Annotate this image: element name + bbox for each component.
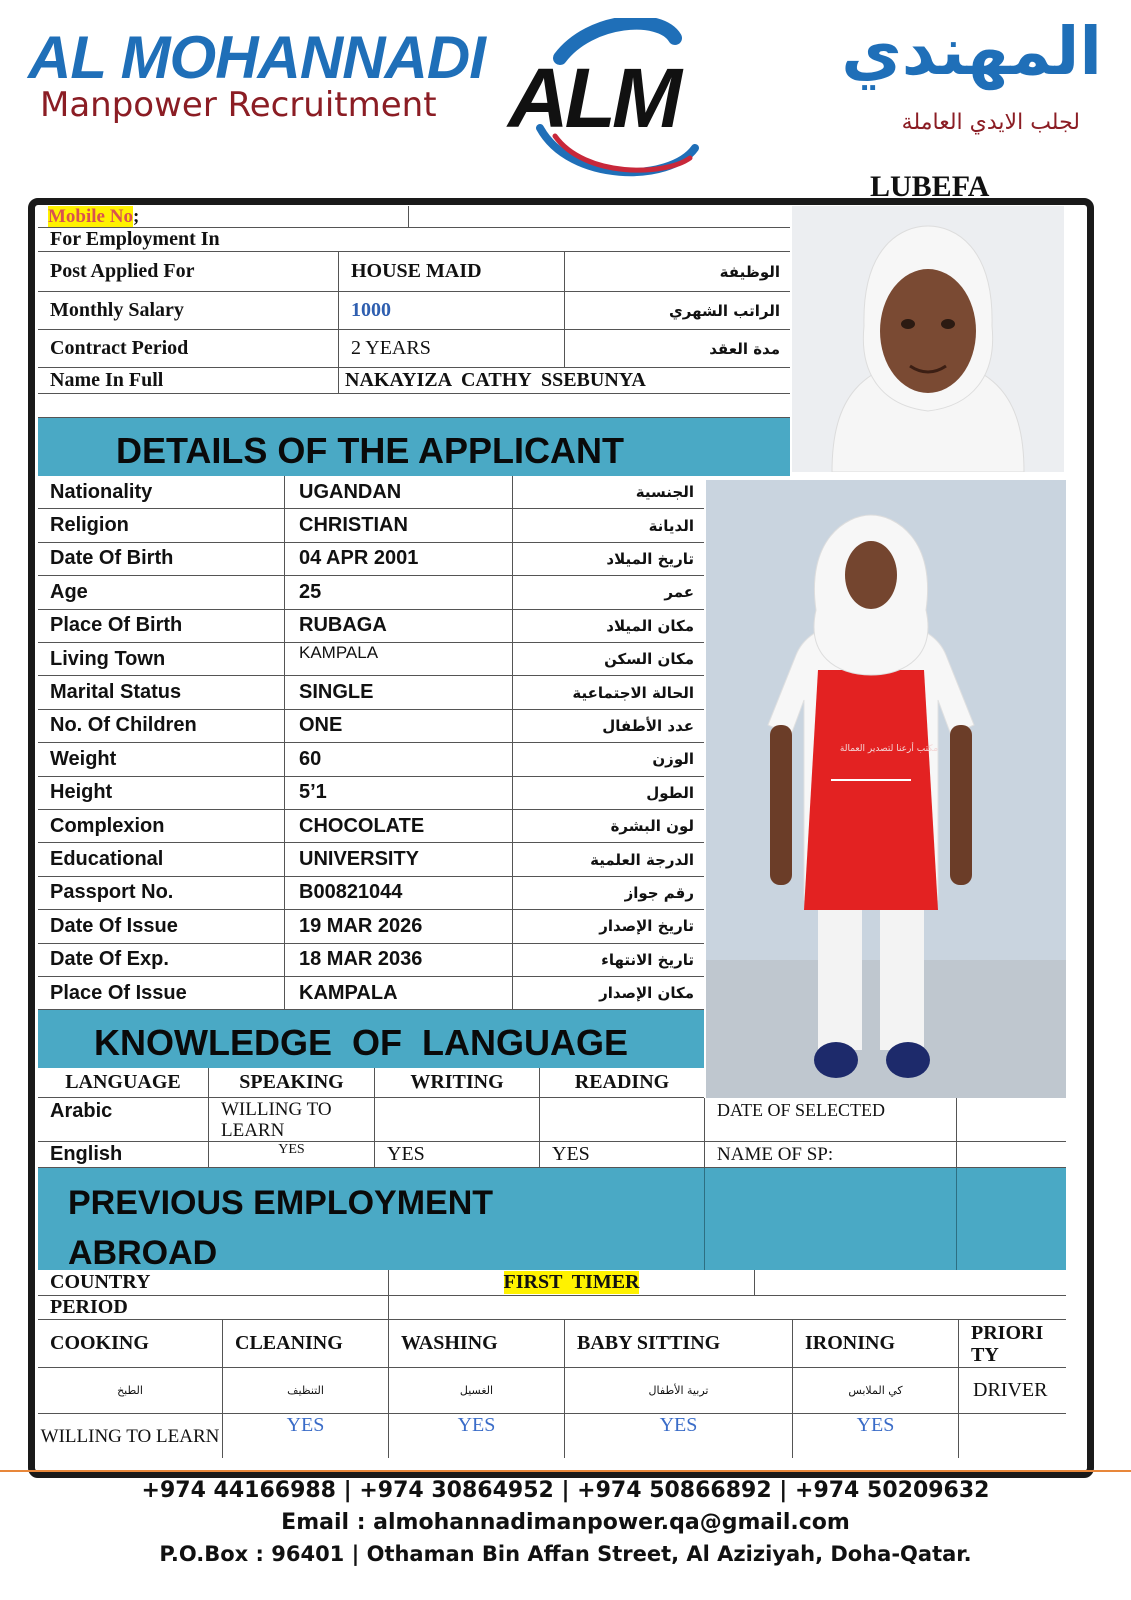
details-value: 19 MAR 2026	[284, 910, 512, 942]
details-banner	[38, 418, 790, 476]
details-value: 18 MAR 2036	[284, 944, 512, 976]
post-label: Post Applied For	[50, 260, 195, 282]
details-row	[38, 810, 704, 843]
footer-email: Email : almohannadimanpower.qa@gmail.com	[281, 1510, 850, 1535]
salary-arabic: الراتب الشهري	[564, 292, 790, 329]
details-arabic-label: عمر	[512, 576, 704, 608]
alm-logo-text: ALM	[508, 51, 678, 145]
lang-arabic-name: Arabic	[50, 1100, 113, 1122]
skills-arabic-row	[38, 1368, 1066, 1414]
employment-title-line1: PREVIOUS EMPLOYMENT	[68, 1184, 494, 1222]
skill-ar-cleaning: التنظيف	[222, 1368, 388, 1413]
skill-header-priority: PRIORI TY	[958, 1320, 1066, 1367]
skill-value-cleaning: YES	[222, 1414, 388, 1458]
skill-ar-baby-sitting: تربية الأطفال	[564, 1368, 792, 1413]
lang-header-speaking: SPEAKING	[208, 1068, 374, 1097]
details-label: Date Of Exp.	[50, 948, 169, 971]
details-arabic-label: الوزن	[512, 743, 704, 775]
country-value: FIRST TIMER	[503, 1271, 640, 1293]
details-label: Marital Status	[50, 681, 182, 704]
details-row	[38, 910, 704, 943]
details-title: DETAILS OF THE APPLICANT	[116, 430, 624, 471]
details-value: KAMPALA	[284, 977, 512, 1009]
details-label: Age	[50, 580, 88, 603]
details-value: UNIVERSITY	[284, 843, 512, 875]
details-row	[38, 576, 704, 609]
details-label: Living Town	[50, 647, 166, 670]
employment-title-line2: ABROAD	[68, 1234, 218, 1272]
details-label: Complexion	[50, 814, 165, 837]
details-value: B00821044	[284, 877, 512, 909]
employment-in-row	[38, 228, 790, 252]
details-label: Educational	[50, 848, 164, 871]
details-label: Date Of Birth	[50, 547, 174, 570]
employment-in-label: For Employment In	[50, 228, 220, 250]
logo-english-title: AL MOHANNADI	[28, 24, 485, 91]
details-row	[38, 944, 704, 977]
lang-header-reading: READING	[539, 1068, 704, 1097]
details-arabic-label: الديانة	[512, 509, 704, 541]
period-row	[38, 1296, 1066, 1320]
priority-value: DRIVER	[958, 1368, 1066, 1413]
details-row	[38, 743, 704, 776]
skill-ar-ironing: كي الملابس	[792, 1368, 958, 1413]
lang-english-name: English	[50, 1143, 123, 1165]
mobile-suffix: ;	[132, 206, 140, 227]
language-title: KNOWLEDGE OF LANGUAGE	[94, 1022, 628, 1063]
details-row	[38, 509, 704, 542]
details-arabic-label: الجنسية	[512, 476, 704, 508]
footer-address: P.O.Box : 96401 | Othaman Bin Affan Street, Al Aziziyah, Doha-Qatar.	[159, 1542, 972, 1566]
lang-arabic-writing	[374, 1098, 539, 1141]
language-arabic-row	[38, 1098, 1066, 1142]
details-value: ONE	[284, 710, 512, 742]
details-label: No. Of Children	[50, 714, 197, 737]
skill-header-ironing: IRONING	[792, 1320, 958, 1367]
details-arabic-label: مكان السكن	[512, 643, 704, 675]
lang-english-reading: YES	[539, 1142, 704, 1167]
details-row	[38, 777, 704, 810]
details-arabic-label: تاريخ الميلاد	[512, 543, 704, 575]
details-arabic-label: تاريخ الانتهاء	[512, 944, 704, 976]
logo-arabic-title: المهندي	[841, 13, 1102, 90]
details-value: 04 APR 2001	[284, 543, 512, 575]
footer-divider	[0, 1470, 1131, 1472]
details-row	[38, 843, 704, 876]
language-banner	[38, 1010, 704, 1068]
employment-banner	[38, 1168, 1066, 1270]
applicant-code-name: LUBEFA	[870, 170, 990, 203]
name-label: Name In Full	[50, 369, 164, 391]
details-arabic-label: مكان الميلاد	[512, 610, 704, 642]
post-arabic: الوظيفة	[564, 252, 790, 291]
full-body-photo	[706, 480, 1066, 1098]
details-label: Passport No.	[50, 881, 174, 904]
details-row	[38, 610, 704, 643]
skill-header-cooking: COOKING	[50, 1332, 149, 1354]
lang-header-language: LANGUAGE	[65, 1071, 181, 1093]
details-row	[38, 877, 704, 910]
details-value: UGANDAN	[284, 476, 512, 508]
date-selected-label: DATE OF SELECTED	[704, 1098, 956, 1141]
details-row	[38, 643, 704, 676]
details-value: 5’1	[284, 777, 512, 809]
details-value: KAMPALA	[284, 643, 512, 675]
blank-row	[38, 394, 790, 418]
details-arabic-label: تاريخ الإصدار	[512, 910, 704, 942]
details-arabic-label: الطول	[512, 777, 704, 809]
details-value: RUBAGA	[284, 610, 512, 642]
details-row	[38, 977, 704, 1010]
salary-value: 1000	[338, 292, 564, 329]
language-english-row	[38, 1142, 1066, 1168]
apron-text: مكتب أرعنا لتصدير العمالة	[839, 744, 939, 754]
details-label: Religion	[50, 514, 129, 537]
mobile-value	[408, 206, 790, 227]
lang-arabic-speaking: WILLING TO LEARN	[208, 1098, 374, 1141]
name-row	[38, 368, 790, 394]
skill-ar-cooking: الطبخ	[117, 1384, 143, 1397]
details-row	[38, 476, 704, 509]
details-label: Nationality	[50, 480, 153, 503]
full-body-illustration	[706, 480, 1066, 1098]
skill-value-washing: YES	[388, 1414, 564, 1458]
details-arabic-label: عدد الأطفال	[512, 710, 704, 742]
skill-header-cleaning: CLEANING	[222, 1320, 388, 1367]
country-row	[38, 1270, 1066, 1296]
details-arabic-label: رقم جواز	[512, 877, 704, 909]
skill-header-washing: WASHING	[388, 1320, 564, 1367]
lang-arabic-reading	[539, 1098, 704, 1141]
language-header-row	[38, 1068, 704, 1098]
skill-value-baby-sitting: YES	[564, 1414, 792, 1458]
lang-english-speaking: YES	[208, 1142, 374, 1167]
salary-row	[38, 292, 790, 330]
details-arabic-label: الدرجة العلمية	[512, 843, 704, 875]
date-selected-value	[956, 1098, 1066, 1141]
contract-row	[38, 330, 790, 368]
lang-header-writing: WRITING	[374, 1068, 539, 1097]
details-arabic-label: لون البشرة	[512, 810, 704, 842]
details-arabic-label: مكان الإصدار	[512, 977, 704, 1009]
details-value: CHRISTIAN	[284, 509, 512, 541]
details-value: 60	[284, 743, 512, 775]
skill-header-baby-sitting: BABY SITTING	[564, 1320, 792, 1367]
mobile-label: Mobile No	[48, 206, 133, 227]
name-sp-value	[956, 1142, 1066, 1167]
details-label: Date Of Issue	[50, 914, 178, 937]
details-label: Place Of Birth	[50, 614, 183, 637]
details-label: Place Of Issue	[50, 981, 187, 1004]
logo-arabic-subtitle: لجلب الايدي العاملة	[901, 110, 1080, 135]
logo-english-subtitle: Manpower Recruitment	[40, 85, 437, 125]
country-label: COUNTRY	[50, 1271, 151, 1293]
portrait-illustration	[792, 206, 1064, 472]
skill-value-ironing: YES	[792, 1414, 958, 1458]
details-row	[38, 710, 704, 743]
contract-label: Contract Period	[50, 337, 189, 359]
period-label: PERIOD	[50, 1296, 128, 1318]
details-row	[38, 543, 704, 576]
details-row	[38, 676, 704, 709]
contract-arabic: مدة العقد	[564, 330, 790, 367]
contract-value: 2 YEARS	[338, 330, 564, 367]
skills-values-row	[38, 1414, 1066, 1458]
name-sp-label: NAME OF SP:	[704, 1142, 956, 1167]
name-value: NAKAYIZA CATHY SSEBUNYA	[338, 368, 790, 393]
skill-value-priority	[958, 1414, 1066, 1458]
details-value: CHOCOLATE	[284, 810, 512, 842]
mobile-row	[38, 206, 790, 228]
skill-ar-washing: الغسيل	[388, 1368, 564, 1413]
period-value	[388, 1296, 754, 1319]
details-label: Weight	[50, 747, 117, 770]
portrait-photo	[792, 206, 1064, 472]
lang-english-writing: YES	[374, 1142, 539, 1167]
skills-header-row	[38, 1320, 1066, 1368]
details-label: Height	[50, 781, 113, 804]
salary-label: Monthly Salary	[50, 299, 184, 321]
details-arabic-label: الحالة الاجتماعية	[512, 676, 704, 708]
skill-value-cooking: WILLING TO LEARN	[40, 1425, 220, 1447]
details-value: 25	[284, 576, 512, 608]
footer-phones: +974 44166988 | +974 30864952 | +974 50866892 | +974 50209632	[141, 1478, 990, 1503]
post-value: HOUSE MAID	[338, 252, 564, 291]
details-value: SINGLE	[284, 676, 512, 708]
post-row	[38, 252, 790, 292]
